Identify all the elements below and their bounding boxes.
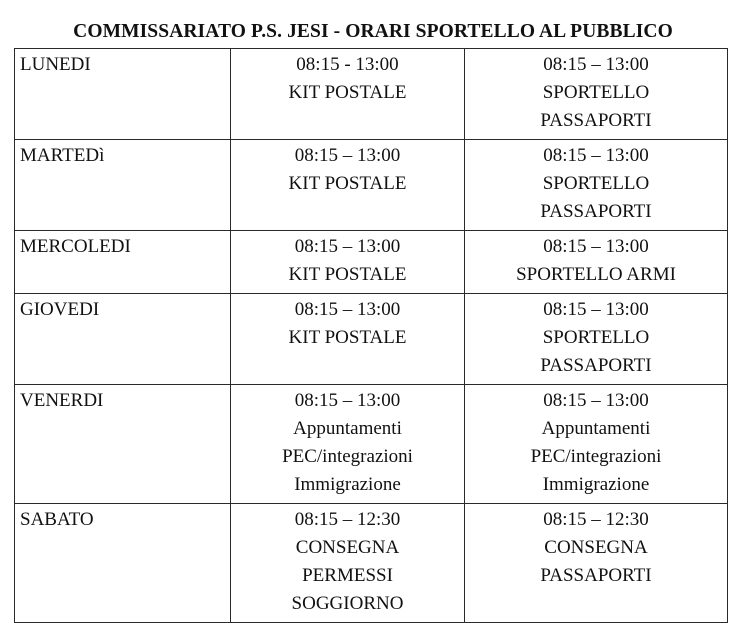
appointments-cell bbox=[231, 385, 465, 504]
document-title: COMMISSARIATO P.S. JESI - ORARI SPORTELLO AL PUBBLICO bbox=[73, 21, 673, 42]
day-cell bbox=[15, 49, 231, 140]
service-label: KIT POSTALE bbox=[288, 173, 407, 194]
service-label: PASSAPORTI bbox=[540, 565, 652, 586]
service-label: SOGGIORNO bbox=[291, 593, 404, 614]
service-label: Appuntamenti bbox=[293, 418, 402, 439]
time-range: 08:15 – 13:00 bbox=[294, 145, 401, 166]
service-label: PASSAPORTI bbox=[540, 110, 652, 131]
day-cell bbox=[15, 385, 231, 504]
day-label: SABATO bbox=[20, 509, 94, 530]
service-label: PEC/integrazioni bbox=[530, 446, 662, 467]
service-cell bbox=[465, 140, 728, 231]
service-label: SPORTELLO bbox=[542, 327, 650, 348]
office-hours-table bbox=[14, 48, 728, 623]
time-range: 08:15 - 13:00 bbox=[296, 54, 399, 75]
service-label: SPORTELLO ARMI bbox=[516, 264, 676, 285]
kit-postale-cell bbox=[231, 231, 465, 294]
kit-postale-cell bbox=[231, 49, 465, 140]
time-range: 08:15 – 12:30 bbox=[543, 509, 649, 530]
table-row bbox=[15, 49, 728, 140]
service-cell bbox=[465, 294, 728, 385]
permits-cell bbox=[231, 504, 465, 623]
service-label: CONSEGNA bbox=[295, 537, 400, 558]
service-label: Immigrazione bbox=[294, 474, 401, 495]
service-label: KIT POSTALE bbox=[288, 327, 407, 348]
table-row bbox=[15, 140, 728, 231]
service-cell bbox=[465, 231, 728, 294]
time-range: 08:15 – 12:30 bbox=[294, 509, 401, 530]
time-range: 08:15 – 13:00 bbox=[543, 54, 649, 75]
time-range: 08:15 – 13:00 bbox=[543, 390, 649, 411]
time-range: 08:15 – 13:00 bbox=[543, 299, 649, 320]
day-cell bbox=[15, 294, 231, 385]
table-row bbox=[15, 385, 728, 504]
service-label: Appuntamenti bbox=[541, 418, 651, 439]
time-range: 08:15 – 13:00 bbox=[543, 236, 649, 257]
service-label: Immigrazione bbox=[542, 474, 650, 495]
table-row bbox=[15, 231, 728, 294]
service-label: CONSEGNA bbox=[544, 537, 648, 558]
time-range: 08:15 – 13:00 bbox=[294, 236, 401, 257]
day-label: VENERDI bbox=[20, 390, 104, 411]
day-label: GIOVEDI bbox=[20, 299, 100, 320]
service-label: PEC/integrazioni bbox=[282, 446, 413, 467]
passports-delivery-cell bbox=[465, 504, 728, 623]
time-range: 08:15 – 13:00 bbox=[543, 145, 649, 166]
table-row bbox=[15, 294, 728, 385]
table-row bbox=[15, 504, 728, 623]
service-label: SPORTELLO bbox=[542, 82, 650, 103]
day-cell bbox=[15, 140, 231, 231]
time-range: 08:15 – 13:00 bbox=[294, 390, 401, 411]
service-label: KIT POSTALE bbox=[288, 82, 407, 103]
kit-postale-cell bbox=[231, 294, 465, 385]
time-range: 08:15 – 13:00 bbox=[294, 299, 401, 320]
service-label: PASSAPORTI bbox=[540, 355, 652, 376]
kit-postale-cell bbox=[231, 140, 465, 231]
service-label: KIT POSTALE bbox=[288, 264, 407, 285]
service-label: PERMESSI bbox=[302, 565, 393, 586]
day-label: MERCOLEDI bbox=[20, 236, 131, 257]
service-cell bbox=[465, 49, 728, 140]
appointments-cell bbox=[465, 385, 728, 504]
day-label: LUNEDI bbox=[20, 54, 91, 75]
day-cell bbox=[15, 504, 231, 623]
service-label: PASSAPORTI bbox=[540, 201, 652, 222]
service-label: SPORTELLO bbox=[542, 173, 650, 194]
day-label: MARTEDì bbox=[20, 145, 105, 166]
day-cell bbox=[15, 231, 231, 294]
